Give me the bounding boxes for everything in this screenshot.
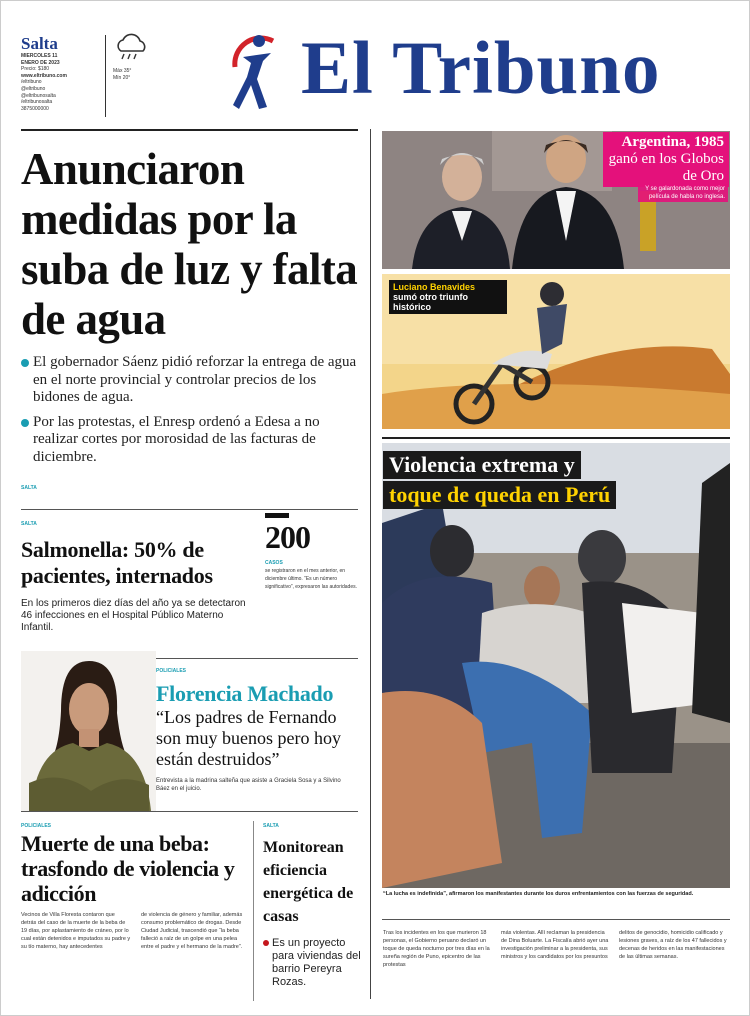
edition-city: Salta xyxy=(21,34,58,53)
price-line: Precio: $180 xyxy=(21,66,50,73)
section-rule xyxy=(382,437,730,439)
argentina-headline[interactable] xyxy=(603,132,729,187)
monitorean-kicker: SALTA xyxy=(263,823,279,829)
temp-min: Mín 20° xyxy=(113,75,131,81)
argentina-title: Argentina, 1985 xyxy=(621,134,724,150)
muerte-body xyxy=(21,911,251,996)
masthead-divider xyxy=(105,35,106,117)
runner-logo-icon xyxy=(223,27,283,117)
lead-kicker: SALTA xyxy=(21,485,37,491)
phone-line: 3875000000 xyxy=(21,105,49,112)
argentina-summary: Y se galardonada como mejor película de habla no inglesa. xyxy=(638,184,728,202)
body-column: más violentas. Allí reclaman la presidencia de Dina Boluarte. La Fiscalía abrió ayer una investigación preliminar a la presidenta, sus ministros y los candidatos por los presuntos xyxy=(501,930,609,960)
newspaper-brand: El Tribuno xyxy=(301,27,661,110)
peru-headline-line1[interactable]: Violencia extrema y xyxy=(383,451,581,479)
salmonella-summary: En los primeros diez días del año ya se detectaron 46 infecciones en el Hospital Público Materno Infantil. xyxy=(21,598,246,633)
peru-headline-line2[interactable]: toque de queda en Perú xyxy=(383,481,616,509)
peru-body xyxy=(383,929,731,995)
florencia-photo xyxy=(21,651,156,811)
benavides-name: Luciano Benavides xyxy=(393,282,476,292)
website-line: www.eltribuno.com xyxy=(21,72,67,79)
stat-marker xyxy=(265,513,289,518)
argentina-subtitle: ganó en los Globos de Oro xyxy=(608,151,724,184)
benavides-line: sumó otro triunfo histórico xyxy=(393,292,468,312)
column-divider xyxy=(370,129,371,999)
lead-bullet: Por las protestas, el Enresp ordenó a Edesa a no realizar cortes por morosidad de las facturas de diciembre. xyxy=(21,414,366,467)
lead-headline[interactable]: Anunciaron medidas por la suba de luz y falta de agua xyxy=(21,144,358,344)
body-column: delitos de genocidio, homicidio calificado y lesiones graves, a raíz de los 47 fallecidos y decenas de heridos en las manifestaciones de las últimas semanas. xyxy=(619,930,727,960)
benavides-headline[interactable] xyxy=(389,280,507,314)
bottom-column-divider xyxy=(253,821,254,1001)
stat-number: 200 xyxy=(265,519,310,555)
social-youtube: /eltribunosalta xyxy=(21,99,53,106)
stat-text: se registraron en el mes anterior, en diciembre último. “Es un número significativo”, expresaron las autoridades. xyxy=(265,568,357,590)
social-facebook: /eltribuno xyxy=(21,79,42,86)
masthead-rule xyxy=(21,129,358,131)
muerte-kicker: POLICIALES xyxy=(21,823,52,829)
social-instagram: @eltribunosalta xyxy=(21,92,56,99)
lead-bullets xyxy=(21,354,366,473)
muerte-headline[interactable]: Muerte de una beba: trasfondo de violencia y adicción xyxy=(21,831,235,906)
stat-description xyxy=(265,559,360,591)
body-column: Tras los incidentes en los que murieron 18 personas, el Gobierno peruano declaró un toque de queda nocturno por tres días en la sureña región de Puno, epicentro de las protestas xyxy=(383,930,490,968)
date-line: MIÉRCOLES 11 xyxy=(21,53,58,59)
body-column: de violencia de género y familiar, además consumo problemático de drogas. Desde Ciudad Judicial, trascendió que “la beba falleció a raíz de un golpe en una pelea entre el padre y el hermano de la madre”. xyxy=(141,912,243,950)
social-twitter: @eltribuno xyxy=(21,85,46,92)
section-rule xyxy=(21,811,358,812)
florencia-quote: “Los padres de Fernando son muy buenos pero hoy están destruidos” xyxy=(156,707,341,769)
lead-bullet: El gobernador Sáenz pidió reforzar la entrega de agua en el norte provincial y controlar precios de los bidones de agua. xyxy=(21,354,366,407)
body-column: Vecinos de Villa Floresta contaron que detrás del caso de la muerte de la beba de 19 días, por aplastamiento de cráneo, por lo cual están detenidos e imputados su padre y su tío materno, hay antecedentes xyxy=(21,912,131,950)
temp-max: Máx 35° xyxy=(113,68,132,74)
edition-meta xyxy=(21,53,101,112)
weather-box xyxy=(113,33,153,82)
date-line: ENERO DE 2023 xyxy=(21,59,60,66)
peru-protest-photo xyxy=(382,443,730,888)
florencia-kicker: POLICIALES xyxy=(156,668,187,674)
florencia-summary: Entrevista a la madrina salteña que asiste a Graciela Sosa y a Silvino Báez en el juicio. xyxy=(156,778,341,792)
section-rule xyxy=(21,509,358,510)
section-rule xyxy=(382,919,730,920)
stat-kicker: CASOS xyxy=(265,560,283,566)
florencia-name[interactable]: Florencia Machado xyxy=(156,681,334,706)
monitorean-summary: Es un proyecto para viviendas del barrio Pereyra Rozas. xyxy=(263,937,363,989)
rain-cloud-icon xyxy=(113,33,151,61)
salmonella-kicker: SALTA xyxy=(21,521,37,527)
salmonella-headline[interactable]: Salmonella: 50% de pacientes, internados xyxy=(21,537,213,588)
monitorean-headline[interactable]: Monitorean eficiencia energética de casas xyxy=(263,839,354,925)
peru-caption: “La lucha es indefinida”, afirmaron los manifestantes durante los duros enfrentamientos con las fuerzas de seguridad. xyxy=(383,891,694,897)
